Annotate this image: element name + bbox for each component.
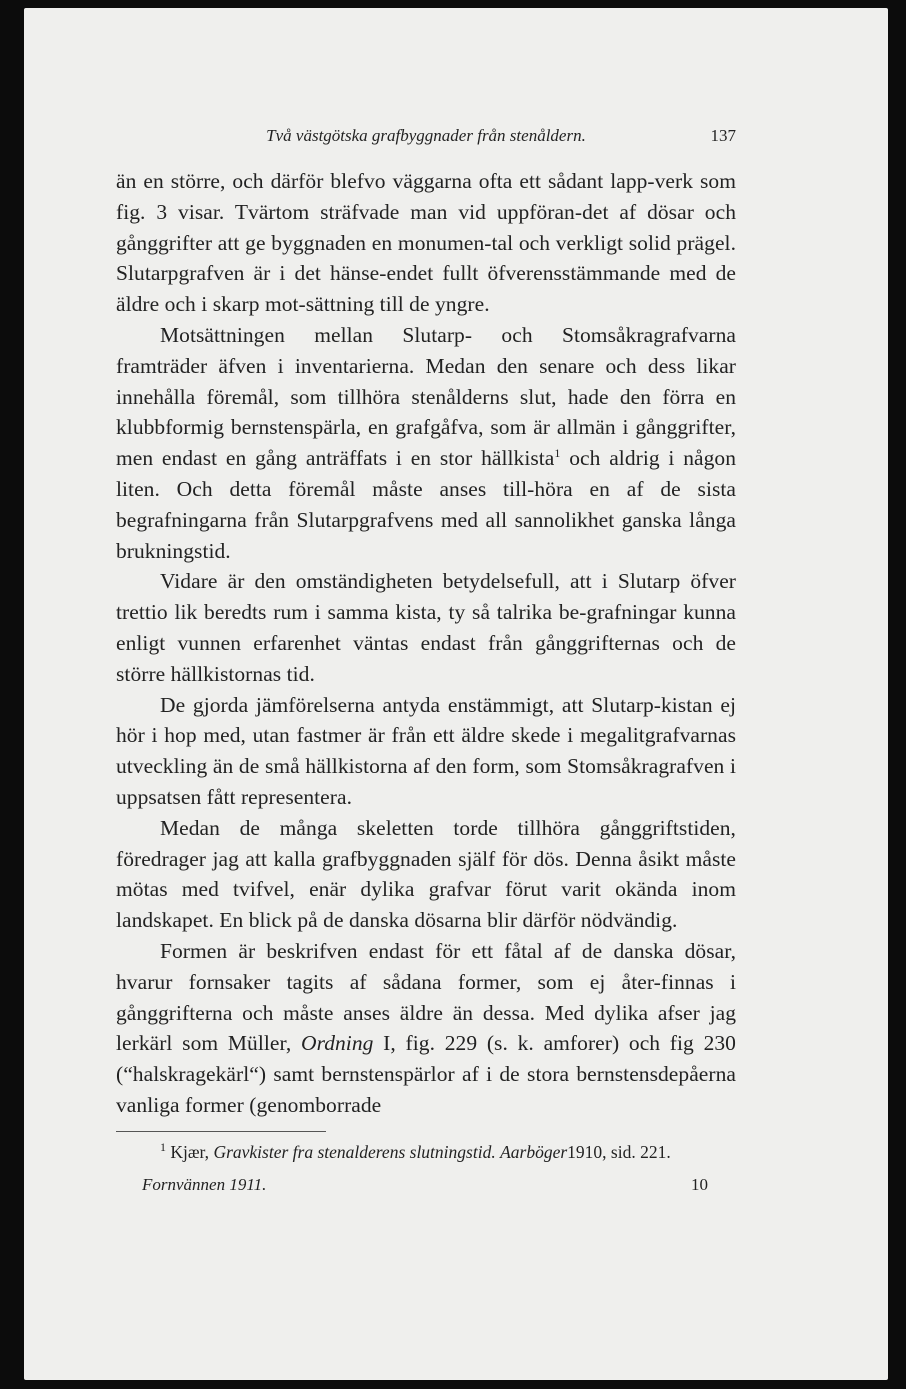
paragraph-3: Vidare är den omständigheten betydelsefull, att i Slutarp öfver trettio lik beredts rum i samma kista, ty så talrika be-grafningar kunna enligt vunnen erfarenhet väntas endast från gånggrifternas och de större hällkistornas tid. (116, 569, 736, 686)
paragraph-6: Formen är beskrifven endast för ett fåtal af de danska dösar, hvarur fornsaker tagits af sådana former, som ej åter-finnas i gånggrifterna och måste anses äldre än dessa. Med dylika afser jag lerkärl som Müller, Ordning I, fig. 229 (s. k. amforer) och fig 230 (“halskragekärl“) samt bernstenspärlor af i de stora bernstensdepåerna vanliga former (genomborrade (116, 938, 736, 1117)
page-header (116, 126, 736, 154)
body-text (116, 166, 736, 1121)
paragraph-2: Motsättningen mellan Slutarp- och Stomsåkragrafvarna framträder äfven i inventarierna. Medan den senare och dess likar innehålla föremål, som tillhöra stenålderns slut, hade den förra en klubbformig bernstenspärla, en grafgåfva, som är allmän i gånggrifter, men endast en gång anträffats i en stor hällkista$^1$ och aldrig i någon liten. Och detta föremål måste anses till-höra en af de sista begrafningarna från Slutarpgrafvens med all sannolikhet ganska långa brukningstid. (116, 322, 737, 563)
paragraph-5: Medan de många skeletten torde tillhöra gånggriftstiden, föredrager jag att kalla grafbyggnaden själf för dös. Denna åsikt måste mötas med tvifvel, enär dylika grafvar förut varit okända inom landskapet. En blick på de danska dösarna blir därför nödvändig. (116, 815, 736, 933)
page-number: 137 (710, 126, 736, 145)
page-content (116, 126, 736, 1201)
page-footer (116, 1175, 736, 1201)
paragraph-4: De gjorda jämförelserna antyda enstämmigt, att Slutarp-kistan ej hör i hop med, utan fastmer är från ett äldre skede i megalitgrafvarnas utveckling än de små hällkistorna af den form, som Stomsåkragrafven i uppsatsen fått representera. (116, 692, 736, 809)
footnote-marker: 1 (554, 446, 561, 461)
footer-signature: 10 (691, 1174, 708, 1194)
running-title: Två västgötska grafbyggnader från stenåldern. (266, 126, 586, 145)
paragraph-1: än en större, och därför blefvo väggarna ofta ett sådant lapp-verk som fig. 3 visar. Tvärtom sträfvade man vid uppföran-det af dösar och gånggrifter att ge byggnaden en monumen-tal och verkligt solid prägel. Slutarpgrafven är i det hänse-endet fullt öfverensstämmande med de äldre och i skarp mot-sättning till de yngre. (116, 169, 736, 317)
footer-journal: Fornvännen 1911. (142, 1174, 267, 1194)
footnote: $^1$ Kjær, Gravkister fra stenalderens slutningstid. Aarböger1910, sid. 221. (160, 1139, 671, 1162)
italic-term-ordning: Ordning (301, 1031, 374, 1056)
footnote-divider (116, 1131, 326, 1132)
page (24, 8, 888, 1380)
